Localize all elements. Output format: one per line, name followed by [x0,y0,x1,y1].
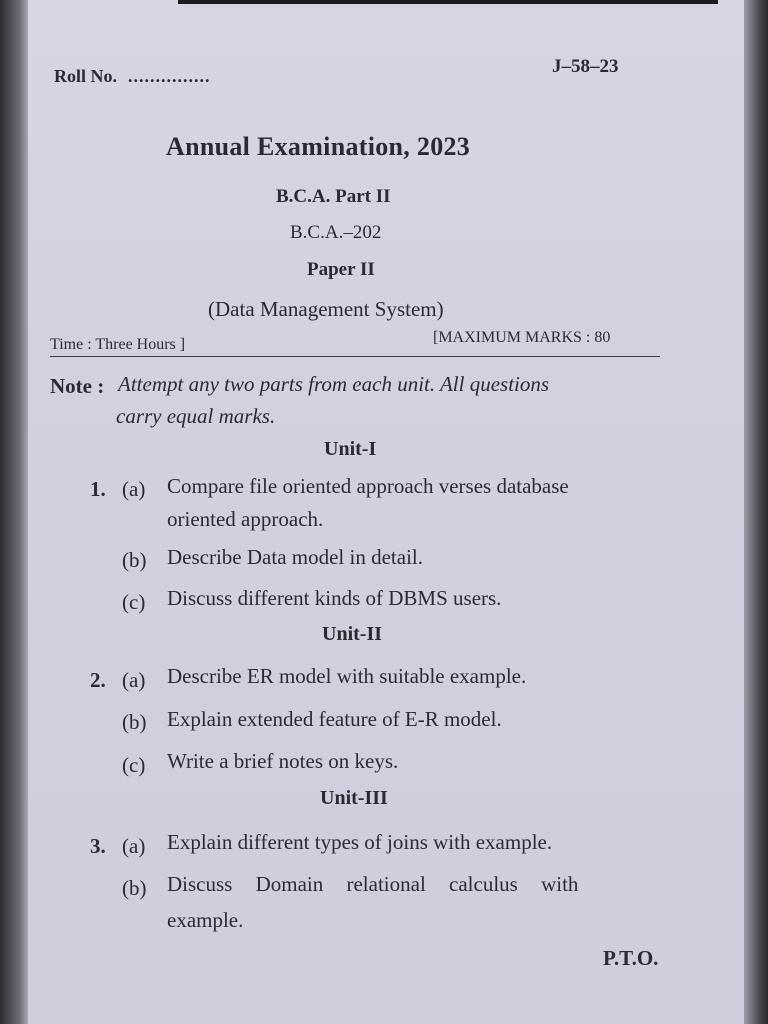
unit-heading: Unit-I [324,438,377,460]
question-text: Explain different types of joins with example. [167,830,553,854]
question-part-label: (c) [122,753,146,777]
question-text: Compare file oriented approach verses database [167,474,569,498]
question-number: 2. [90,668,106,692]
question-text: example. [167,908,244,932]
note-text-line-1: Attempt any two parts from each unit. All questions [118,372,550,396]
top-edge-bar [178,0,718,4]
roll-number-label: Roll No. [54,66,117,86]
note-text-line-2: carry equal marks. [116,404,276,428]
question-part-label: (b) [122,876,147,900]
question-number: 3. [90,834,106,858]
question-part-label: (a) [122,668,146,692]
unit-heading: Unit-II [322,623,383,645]
course-name: B.C.A. Part II [276,186,391,207]
note-label: Note : [50,374,105,398]
paper-code: J–58–23 [552,56,619,77]
question-number: 1. [90,477,106,501]
question-part-label: (b) [122,548,147,572]
please-turn-over: P.T.O. [603,946,659,970]
course-code: B.C.A.–202 [290,222,382,243]
question-part-label: (c) [122,590,146,614]
question-part-label: (a) [122,477,146,501]
time-allowed: Time : Three Hours ] [50,336,186,353]
question-text: Discuss Domain relational calculus with [167,872,579,896]
exam-paper [28,0,744,1024]
subject-name: (Data Management System) [208,297,444,321]
header-divider [50,356,660,357]
question-text: Describe Data model in detail. [167,545,423,569]
roll-number-blank: ............... [128,66,211,86]
question-text: Write a brief notes on keys. [167,749,399,773]
unit-heading: Unit-III [320,787,388,809]
question-text: Discuss different kinds of DBMS users. [167,586,502,610]
question-text: oriented approach. [167,507,324,531]
page-right-edge [744,0,768,1024]
question-part-label: (a) [122,834,146,858]
exam-title: Annual Examination, 2023 [166,132,471,161]
question-text: Explain extended feature of E-R model. [167,707,502,731]
question-text: Describe ER model with suitable example. [167,664,527,688]
question-part-label: (b) [122,710,147,734]
maximum-marks: [MAXIMUM MARKS : 80 [433,329,611,346]
page-left-edge [0,0,28,1024]
paper-number: Paper II [307,259,375,280]
